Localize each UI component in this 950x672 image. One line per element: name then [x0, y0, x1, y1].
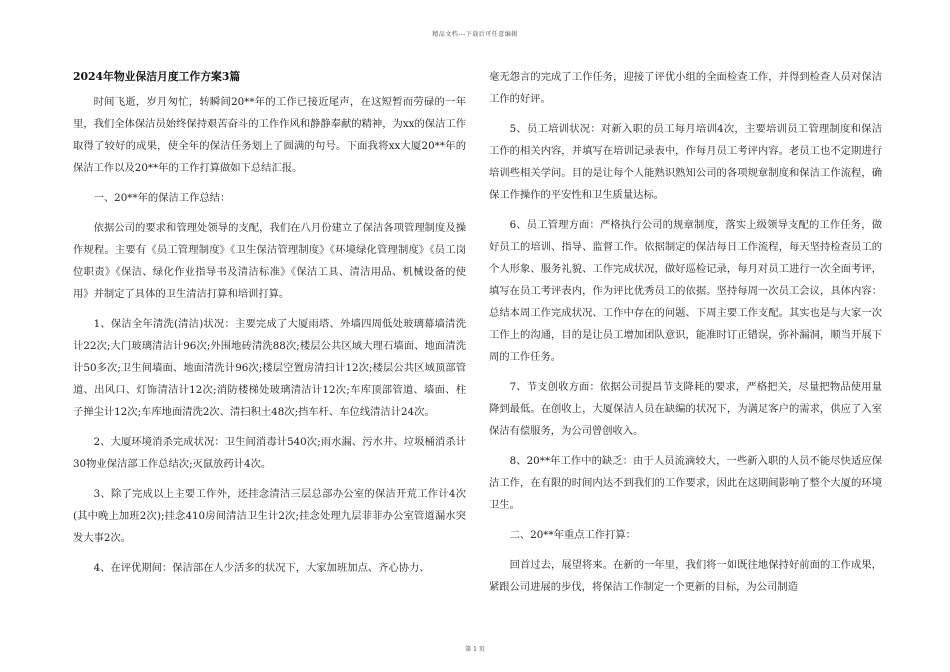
- paragraph: 2、大厦环境消杀完成状况：卫生间消毒计540次;雨水漏、污水井、垃圾桶消杀计30物业保洁部工作总结次;灭鼠放药计4次。: [73, 436, 466, 470]
- paragraph: 6、员工管理方面：严格执行公司的规章制度，落实上级领导支配的工作任务，做好员工的培训、指导、监督工作。依据制定的保洁每日工作流程，每天坚持检查员工的个人形象、服务礼貌、工作完成状况，做好巡检记录，每月对员工进行一次全面考评，填写在员工考评表内，作为评比优秀员工的依据。坚持每周一次员工会议，具体内容：总结本周工作完成状况、工作中存在的问题、下周主要工作支配。其实也是与大家一次工作上的沟通，目的是让员工增加团队意识，能准时订正错误，弥补漏洞，顺当开展下周的工作任务。: [489, 219, 882, 363]
- page-header: 精品文档---下载后可任意编辑: [432, 31, 518, 38]
- paragraph: 8、20**年工作中的缺乏：由于人员流滴较大，一些新入职的人员不能尽快适应保洁工作，在有限的时间内达不到我们的工作要求，因此在这期间影响了整个大厦的环境卫生。: [489, 455, 882, 511]
- section-heading: 二、20**年重点工作打算：: [509, 529, 636, 541]
- left-column: [73, 66, 466, 587]
- paragraph: 5、员工培训状况：对新入职的员工每月培训4次，主要培训员工管理制度和保洁工作的相关内容，并填写在培训记录表中，作每月员工考评内容。老员工也不定期进行培训些相关学问。目的是让每个人能熟识熟知公司的各项规章制度和保洁工作流程，确保工作操作的平安性和卫生质量达标。: [489, 123, 882, 201]
- paragraph: 3、除了完成以上主要工作外，还挂念清洁三层总部办公室的保洁开荒工作计4次(其中晚上加班2次);挂念410房间清洁卫生计2次;挂念处理九层菲菲办公室管道漏水突发大事2次。: [73, 488, 466, 544]
- paragraph: 1、保洁全年清洗(清洁)状况：主要完成了大厦雨塔、外墙四周低处玻璃幕墙清洗计22次;大门玻璃清洁计96次;外围地砖清洗88次;楼层公共区域大理石墙面、地面清洗计50多次;卫生间墙面、地面清洗计96次;楼层空置房清扫计12次;楼层公共区域顶部管道、出风口、灯饰清洁计12次;消防楼梯处玻璃清洁计12次;车库顶部管道、墙面、柱子掸尘计12次;车库地面清洗2次、清扫积土48次;挡车杆、车位线清洁计24次。: [73, 318, 466, 418]
- document-title: 2024年物业保洁月度工作方案3篇: [73, 70, 241, 83]
- paragraph: 4、在评优期间：保洁部在人少活多的状况下，大家加班加点、齐心协力、: [93, 562, 430, 574]
- page-number: 第 1 页: [465, 646, 485, 653]
- paragraph: 时间飞逝，岁月匆忙，转瞬间20**年的工作已接近尾声，在这短暂而劳碌的一年里，我们全体保洁员始终保持艰苦奋斗的工作作风和静静奉献的精神，为xx的保洁工作取得了较好的成果，使全年的保洁任务划上了圆满的句号。下面我将xx大厦20**年的保洁工作以及20**年的工作打算做如下总结汇报。: [73, 96, 466, 174]
- section-heading: 一、20**年的保洁工作总结：: [93, 192, 231, 204]
- paragraph: 依据公司的要求和管理处领导的支配，我们在八月份建立了保洁各项管理制度及操作规程。主要有《员工管理制度》《卫生保洁管理制度》《环境绿化管理制度》《员工岗位职责》《保洁、绿化作业指导书及清洁标准》《保洁工具、清洁用品、机械设备的使用》并制定了具体的卫生清洁打算和培训打算。: [73, 222, 466, 300]
- paragraph: 7、节支创收方面：依据公司提昌节支降耗的要求，严格把关，尽量把物品使用量降到最低。在创收上，大厦保洁人员在缺编的状况下，为满足客户的需求，供应了入室保洁有偿服务，为公司曾创收入。: [489, 381, 882, 437]
- right-column: [489, 66, 882, 606]
- paragraph: 回首过去，展望将来。在新的一年里，我们将一如既往地保持好前面的工作成果，紧跟公司进展的步伐，将保洁工作制定一个更新的目标，为公司制造: [489, 559, 882, 593]
- paragraph: 毫无怨言的完成了工作任务，迎接了评优小组的全面检查工作，并得到检查人员对保洁工作的好评。: [489, 71, 882, 105]
